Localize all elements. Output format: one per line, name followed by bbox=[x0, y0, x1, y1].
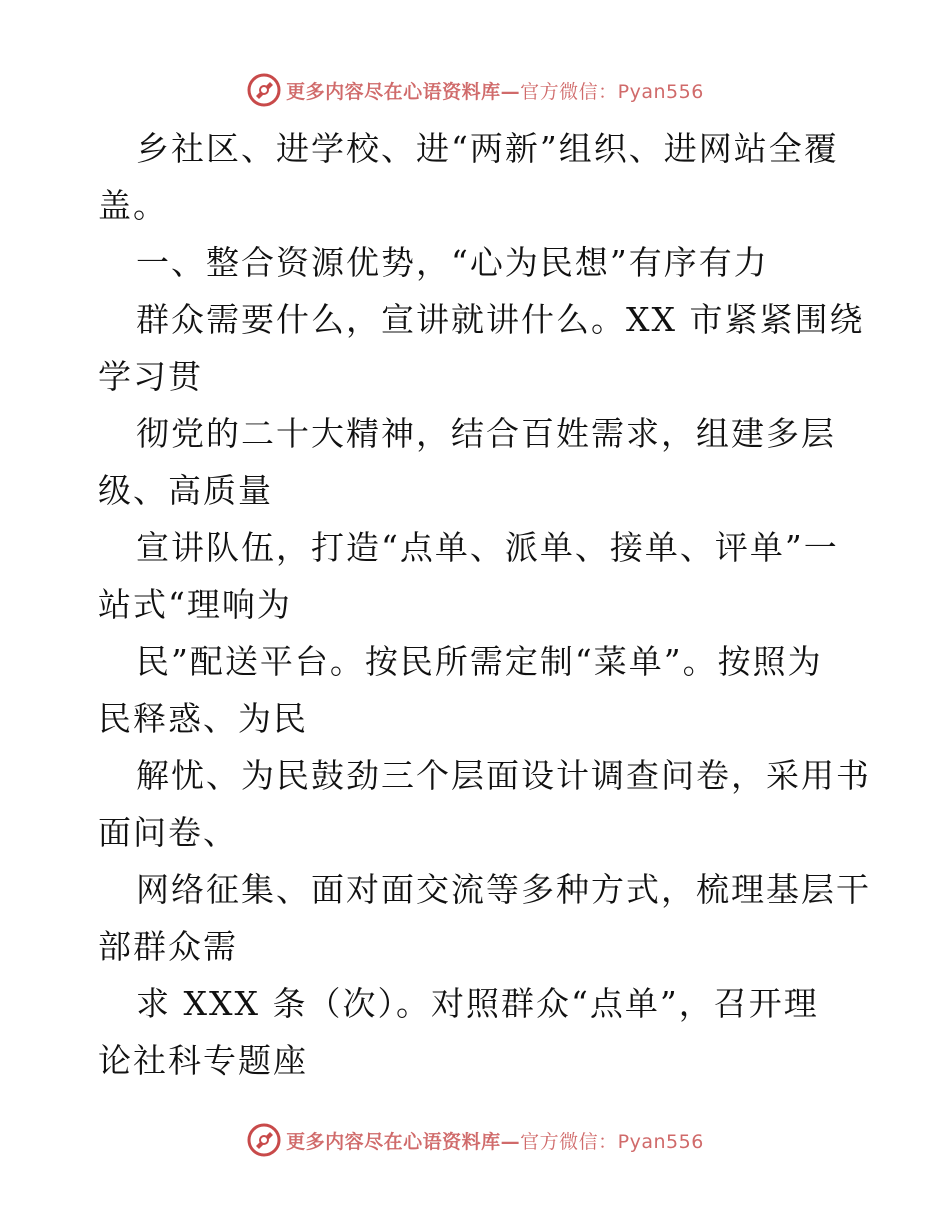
body-line: 民释惑、为民 bbox=[98, 699, 308, 738]
body-line: 乡社区、进学校、进“两新”组织、进网站全覆 bbox=[136, 129, 839, 168]
logo-icon bbox=[246, 1122, 282, 1158]
footer-banner-main: 更多内容尽在心语资料库 bbox=[286, 1130, 501, 1153]
header-banner bbox=[0, 70, 950, 110]
header-banner-wechat: 官方微信：Pyan556 bbox=[520, 80, 704, 103]
body-line: 级、高质量 bbox=[98, 471, 273, 510]
body-line: 解忧、为民鼓劲三个层面设计调查问卷，采用书 bbox=[136, 756, 871, 795]
body-line: 盖。 bbox=[98, 186, 168, 225]
footer-banner bbox=[0, 1120, 950, 1160]
footer-banner-sep: — bbox=[500, 1130, 521, 1153]
body-line: 部群众需 bbox=[98, 927, 238, 966]
section-heading: 一、整合资源优势，“心为民想”有序有力 bbox=[136, 243, 769, 282]
body-line: 论社科专题座 bbox=[98, 1041, 308, 1080]
footer-banner-text bbox=[286, 1127, 704, 1154]
footer-banner-wechat: 官方微信：Pyan556 bbox=[520, 1130, 704, 1153]
body-line: 民”配送平台。按民所需定制“菜单”。按照为 bbox=[136, 642, 823, 681]
document-body bbox=[98, 120, 871, 1089]
body-line: 网络征集、面对面交流等多种方式，梳理基层干 bbox=[136, 870, 871, 909]
body-line: 学习贯 bbox=[98, 357, 203, 396]
body-line: 群众需要什么，宣讲就讲什么。XX 市紧紧围绕 bbox=[136, 300, 865, 339]
body-line: 面问卷、 bbox=[98, 813, 238, 852]
body-line: 求 XXX 条（次）。对照群众“点单”，召开理 bbox=[136, 984, 819, 1023]
header-banner-text bbox=[286, 77, 704, 104]
body-line: 彻党的二十大精神，结合百姓需求，组建多层 bbox=[136, 414, 836, 453]
header-banner-sep: — bbox=[500, 80, 521, 103]
logo-icon bbox=[246, 72, 282, 108]
body-line: 宣讲队伍，打造“点单、派单、接单、评单”一 bbox=[136, 528, 839, 567]
body-line: 站式“理响为 bbox=[98, 585, 292, 624]
header-banner-main: 更多内容尽在心语资料库 bbox=[286, 80, 501, 103]
